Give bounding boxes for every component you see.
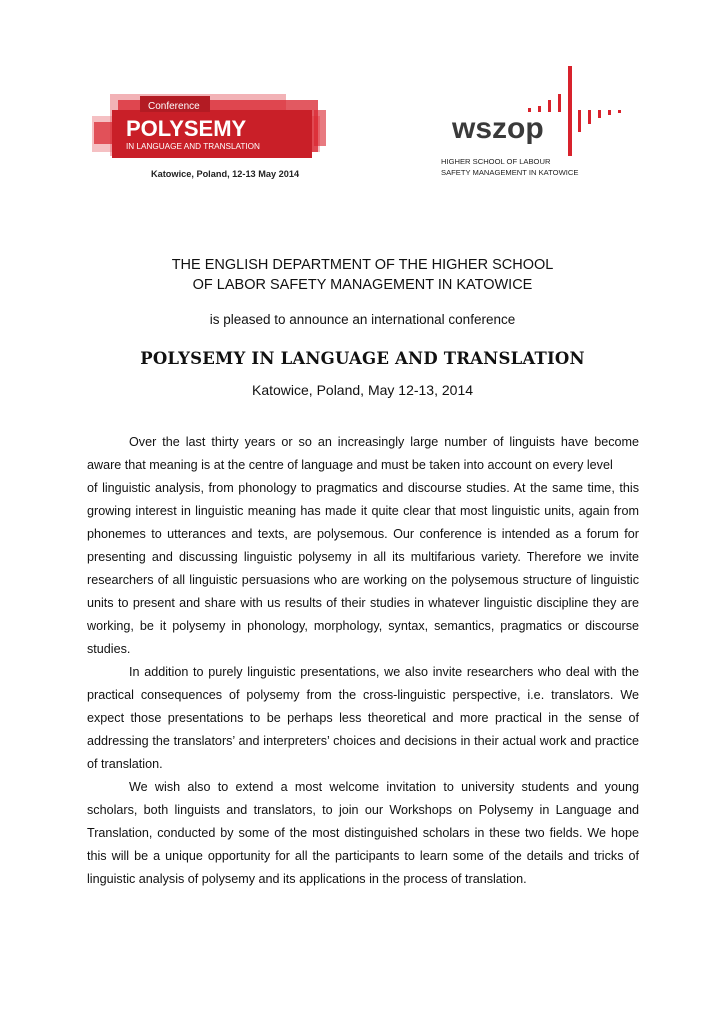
- wszop-line1: HIGHER SCHOOL OF LABOUR: [441, 157, 551, 166]
- wszop-logo: [438, 62, 633, 182]
- announcement-line: is pleased to announce an international conference: [209, 312, 516, 327]
- logo-subtitle: IN LANGUAGE AND TRANSLATION: [126, 142, 260, 151]
- wszop-name: wszop: [452, 112, 544, 145]
- department-line-1: THE ENGLISH DEPARTMENT OF THE HIGHER SCHOOL: [171, 257, 554, 273]
- logo-title: POLYSEMY: [126, 116, 247, 141]
- conference-place-dates: Katowice, Poland, May 12-13, 2014: [251, 382, 474, 398]
- paragraph-2: In addition to purely linguistic presentations, we also invite researchers who deal with the practical consequences of polysemy from the cross-linguistic perspective, i.e. translators. We expect those presentations to be perhaps less theoretical and more practical in the sense of addressing the translators’ and interpreters’ choices and decisions in their actual work and practice of translation.: [87, 665, 639, 771]
- paragraph-1a: Over the last thirty years or so an increasingly large number of linguists have become aware that meaning is at the centre of language and must be taken into account on every level: [87, 435, 639, 472]
- logo-place-date: Katowice, Poland, 12-13 May 2014: [151, 169, 300, 179]
- conference-title: POLYSEMY IN LANGUAGE AND TRANSLATION: [140, 349, 585, 368]
- wszop-line2: SAFETY MANAGEMENT IN KATOWICE: [441, 168, 579, 177]
- body-text: [87, 431, 639, 891]
- paragraph-1b: of linguistic analysis, from phonology to pragmatics and discourse studies. At the same time, this growing interest in linguistic meaning has made it quite clear that most linguistic units, again from phonemes to utterances and texts, are polysemous. Our conference is intended as a forum for presenting and discussing linguistic polysemy in all its multifarious variety. Therefore we invite researchers of all linguistic persuasions who are working on the polysemous structure of linguistic units to present and share with us results of their studies in whatever linguistic discipline they are working, be it polysemy in phonology, morphology, syntax, semantics, pragmatics or discourse studies.: [87, 481, 639, 656]
- paragraph-3: We wish also to extend a most welcome invitation to university students and young scholars, both linguists and translators, to join our Workshops on Polysemy in Language and Translation, conducted by some of the most distinguished scholars in these two fields. We hope this will be a unique opportunity for all the participants to learn some of the details and tricks of linguistic analysis of polysemy and its applications in the process of translation.: [87, 780, 639, 886]
- conference-word: Conference: [148, 101, 200, 112]
- conference-logo: [88, 88, 333, 188]
- department-line-2: OF LABOR SAFETY MANAGEMENT IN KATOWICE: [192, 277, 533, 293]
- department-heading: [60, 255, 665, 295]
